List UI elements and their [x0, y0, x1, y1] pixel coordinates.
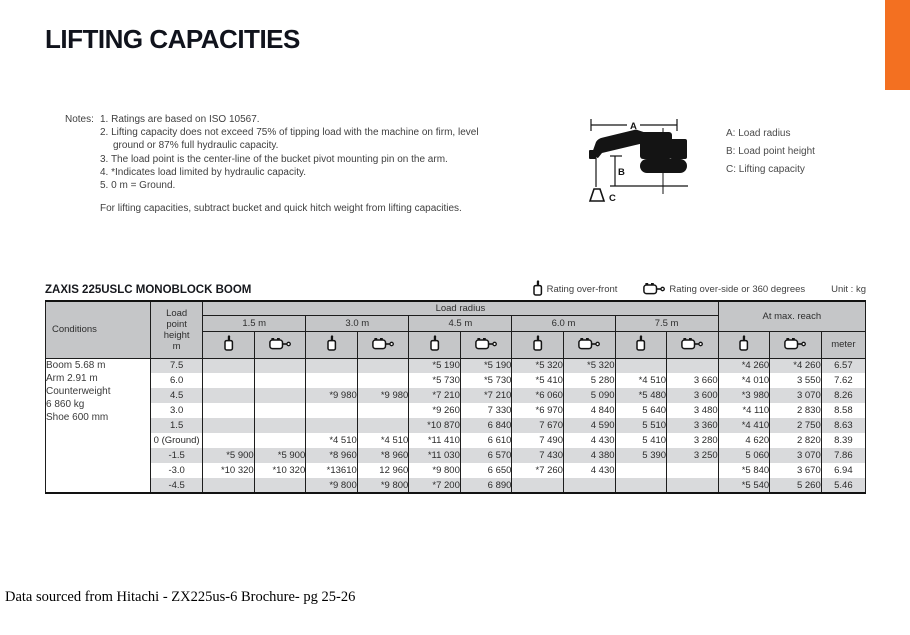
- capacity-cell: *10 320: [254, 463, 306, 478]
- capacity-cell: *4 510: [615, 373, 667, 388]
- meter-cell: 6.57: [821, 358, 865, 373]
- capacity-cell: *9 800: [409, 463, 461, 478]
- capacity-cell: *4 510: [306, 433, 358, 448]
- capacity-table-section: [45, 283, 866, 494]
- capacity-cell: [203, 388, 255, 403]
- capacity-cell: 6 840: [460, 418, 512, 433]
- capacity-cell: [512, 478, 564, 493]
- capacity-cell: *10 870: [409, 418, 461, 433]
- capacity-cell: [357, 418, 409, 433]
- rating-over-front-icon: [532, 280, 547, 299]
- note-item: 5. 0 m = Ground.: [100, 180, 176, 192]
- at-max-reach-header: At max. reach: [718, 301, 865, 331]
- capacity-cell: [306, 403, 358, 418]
- diagram-legend-item: A: Load radius: [726, 128, 791, 139]
- capacity-cell: [254, 388, 306, 403]
- capacity-cell: [203, 433, 255, 448]
- capacity-cell: *4 410: [718, 418, 770, 433]
- load-weight-shape: [590, 189, 604, 201]
- rating-over-front-icon: [718, 331, 770, 358]
- capacity-cell: 4 590: [563, 418, 615, 433]
- capacity-cell: *7 210: [460, 388, 512, 403]
- meter-cell: 8.39: [821, 433, 865, 448]
- capacity-cell: *11 410: [409, 433, 461, 448]
- capacity-cell: [615, 463, 667, 478]
- radius-distance-header: 6.0 m: [512, 315, 615, 331]
- capacity-cell: 3 670: [770, 463, 822, 478]
- notes-footnote: For lifting capacities, subtract bucket and quick hitch weight from lifting capacities.: [100, 203, 462, 215]
- capacity-cell: *8 960: [357, 448, 409, 463]
- meter-cell: 8.58: [821, 403, 865, 418]
- load-point-height-cell: 0 (Ground): [151, 433, 203, 448]
- table-row: [46, 478, 866, 493]
- capacity-cell: *7 260: [512, 463, 564, 478]
- capacity-cell: *4 260: [718, 358, 770, 373]
- rating-over-side-icon: [563, 331, 615, 358]
- capacity-cell: 7 430: [512, 448, 564, 463]
- capacity-cell: *9 980: [357, 388, 409, 403]
- capacity-cell: *6 970: [512, 403, 564, 418]
- capacity-cell: [254, 478, 306, 493]
- capacity-cell: [667, 478, 719, 493]
- capacity-cell: *13610: [306, 463, 358, 478]
- diagram-legend-item: C: Lifting capacity: [726, 164, 805, 175]
- condition-line: Counterweight: [46, 385, 111, 397]
- capacity-cell: 7 330: [460, 403, 512, 418]
- capacity-cell: *3 980: [718, 388, 770, 403]
- capacity-cell: *5 190: [409, 358, 461, 373]
- notes-list: [100, 113, 512, 192]
- capacity-cell: [667, 463, 719, 478]
- radius-distance-header: 4.5 m: [409, 315, 512, 331]
- diagram-legend: [726, 125, 815, 179]
- capacity-cell: [203, 418, 255, 433]
- capacity-cell: 5 640: [615, 403, 667, 418]
- legend-over-front-label: Rating over-front: [546, 284, 618, 295]
- capacity-cell: 3 250: [667, 448, 719, 463]
- table-row: [46, 433, 866, 448]
- capacity-cell: [357, 358, 409, 373]
- capacity-cell: 5 260: [770, 478, 822, 493]
- capacity-cell: 3 660: [667, 373, 719, 388]
- meter-cell: 8.63: [821, 418, 865, 433]
- meter-cell: 5.46: [821, 478, 865, 493]
- rating-over-side-icon: [667, 331, 719, 358]
- capacity-cell: *4 510: [357, 433, 409, 448]
- meter-cell: 8.26: [821, 388, 865, 403]
- capacity-cell: 4 840: [563, 403, 615, 418]
- capacity-cell: 5 060: [718, 448, 770, 463]
- source-note: Data sourced from Hitachi - ZX225us-6 Brochure- pg 25-26: [5, 589, 356, 605]
- rating-over-side-icon: [643, 282, 669, 298]
- conditions-cell: [46, 358, 151, 493]
- capacity-cell: 5 410: [615, 433, 667, 448]
- table-row: [46, 448, 866, 463]
- capacity-cell: 4 430: [563, 433, 615, 448]
- dim-b-label: B: [618, 167, 625, 178]
- table-row: [46, 463, 866, 478]
- table-row: [46, 388, 866, 403]
- rating-over-front-icon: [306, 331, 358, 358]
- capacity-cell: [615, 478, 667, 493]
- orange-corner-tab: [885, 0, 910, 90]
- rating-over-side-icon: [770, 331, 822, 358]
- load-point-height-cell: 4.5: [151, 388, 203, 403]
- table-row: [46, 373, 866, 388]
- page-title: LIFTING CAPACITIES: [45, 24, 300, 54]
- capacity-cell: *7 200: [409, 478, 461, 493]
- capacity-cell: [615, 358, 667, 373]
- load-point-height-cell: 7.5: [151, 358, 203, 373]
- capacity-cell: *4 110: [718, 403, 770, 418]
- capacity-cell: 12 960: [357, 463, 409, 478]
- capacity-cell: *4 010: [718, 373, 770, 388]
- capacity-cell: [254, 373, 306, 388]
- capacity-cell: 5 280: [563, 373, 615, 388]
- capacity-cell: *5 480: [615, 388, 667, 403]
- capacity-cell: [306, 373, 358, 388]
- rating-over-side-icon: [254, 331, 306, 358]
- capacity-cell: *11 030: [409, 448, 461, 463]
- table-row: [46, 403, 866, 418]
- rating-over-side-icon: [460, 331, 512, 358]
- capacity-cell: 7 670: [512, 418, 564, 433]
- capacity-cell: *5 900: [203, 448, 255, 463]
- table-row: [46, 358, 866, 373]
- condition-line: Boom 5.68 m: [46, 359, 106, 371]
- capacity-cell: [203, 358, 255, 373]
- capacity-cell: 3 280: [667, 433, 719, 448]
- capacity-cell: 3 550: [770, 373, 822, 388]
- capacity-cell: *9 800: [306, 478, 358, 493]
- condition-line: Shoe 600 mm: [46, 412, 109, 424]
- capacity-cell: *6 060: [512, 388, 564, 403]
- note-item: 3. The load point is the center-line of the bucket pivot mounting pin on the arm.: [100, 153, 448, 165]
- capacity-cell: *9 260: [409, 403, 461, 418]
- capacity-cell: 3 070: [770, 448, 822, 463]
- meter-cell: 7.62: [821, 373, 865, 388]
- capacity-cell: *5 900: [254, 448, 306, 463]
- capacity-cell: 3 480: [667, 403, 719, 418]
- capacity-cell: [306, 358, 358, 373]
- load-radius-header: Load radius: [203, 301, 719, 315]
- table-title: ZAXIS 225USLC MONOBLOCK BOOM: [45, 283, 252, 296]
- excavator-dimension-diagram: [584, 112, 710, 208]
- condition-line: 6 860 kg: [46, 399, 85, 411]
- radius-distance-header: 3.0 m: [306, 315, 409, 331]
- rating-over-front-icon: [615, 331, 667, 358]
- conditions-header: Conditions: [46, 301, 151, 358]
- capacity-cell: 2 750: [770, 418, 822, 433]
- capacity-cell: [254, 433, 306, 448]
- capacity-cell: 3 600: [667, 388, 719, 403]
- capacity-cell: 2 830: [770, 403, 822, 418]
- capacity-cell: [563, 478, 615, 493]
- capacity-cell: *5 320: [563, 358, 615, 373]
- load-point-height-cell: 3.0: [151, 403, 203, 418]
- capacity-cell: *5 410: [512, 373, 564, 388]
- capacity-cell: 6 650: [460, 463, 512, 478]
- note-item: 1. Ratings are based on ISO 10567.: [100, 114, 260, 125]
- rating-over-side-icon: [357, 331, 409, 358]
- capacity-cell: *7 210: [409, 388, 461, 403]
- capacity-cell: *10 320: [203, 463, 255, 478]
- capacity-cell: [203, 478, 255, 493]
- capacity-cell: 4 380: [563, 448, 615, 463]
- capacity-cell: [667, 358, 719, 373]
- capacity-cell: [254, 418, 306, 433]
- lifting-capacities-table: [45, 300, 866, 494]
- radius-distance-header: 1.5 m: [203, 315, 306, 331]
- capacity-cell: [357, 403, 409, 418]
- diagram-legend-item: B: Load point height: [726, 146, 815, 157]
- load-point-height-header: Load point height m: [151, 301, 203, 358]
- capacity-cell: *8 960: [306, 448, 358, 463]
- dim-c-label: C: [609, 193, 616, 204]
- condition-line: Arm 2.91 m: [46, 372, 98, 384]
- legend-over-front: [532, 280, 618, 299]
- unit-label: Unit : kg: [831, 284, 866, 295]
- capacity-cell: *5 730: [409, 373, 461, 388]
- capacity-cell: [203, 373, 255, 388]
- radius-distance-header: 7.5 m: [615, 315, 718, 331]
- capacity-cell: 5 090: [563, 388, 615, 403]
- capacity-cell: 5 390: [615, 448, 667, 463]
- excavator-diagram-svg: [584, 112, 710, 208]
- load-point-height-cell: -1.5: [151, 448, 203, 463]
- notes-section: [65, 113, 535, 215]
- rating-over-front-icon: [203, 331, 255, 358]
- table-legend: [506, 280, 866, 299]
- capacity-cell: 6 570: [460, 448, 512, 463]
- capacity-cell: *9 980: [306, 388, 358, 403]
- capacity-cell: 6 890: [460, 478, 512, 493]
- capacity-cell: 2 820: [770, 433, 822, 448]
- note-item: 2. Lifting capacity does not exceed 75% of tipping load with the machine on firm, level ground or 87% full hydraulic capacity.: [100, 127, 479, 152]
- load-point-height-cell: 6.0: [151, 373, 203, 388]
- meter-header: meter: [821, 331, 865, 358]
- capacity-cell: *5 320: [512, 358, 564, 373]
- capacity-cell: 5 510: [615, 418, 667, 433]
- capacity-cell: [306, 418, 358, 433]
- table-row: [46, 418, 866, 433]
- dim-a-label: A: [630, 121, 637, 132]
- load-point-height-cell: -3.0: [151, 463, 203, 478]
- legend-over-side-label: Rating over-side or 360 degrees: [669, 284, 806, 295]
- capacity-cell: *5 840: [718, 463, 770, 478]
- meter-cell: 6.94: [821, 463, 865, 478]
- notes-label: Notes:: [65, 114, 94, 125]
- capacity-cell: [203, 403, 255, 418]
- meter-cell: 7.86: [821, 448, 865, 463]
- load-point-height-cell: -4.5: [151, 478, 203, 493]
- rating-over-front-icon: [512, 331, 564, 358]
- capacity-cell: [254, 358, 306, 373]
- capacity-cell: *5 190: [460, 358, 512, 373]
- legend-over-side: [643, 282, 805, 298]
- capacity-cell: [357, 373, 409, 388]
- capacity-cell: *9 800: [357, 478, 409, 493]
- capacity-cell: 7 490: [512, 433, 564, 448]
- capacity-cell: *4 260: [770, 358, 822, 373]
- capacity-cell: [254, 403, 306, 418]
- capacity-cell: *5 730: [460, 373, 512, 388]
- capacity-cell: 3 070: [770, 388, 822, 403]
- rating-over-front-icon: [409, 331, 461, 358]
- capacity-cell: 3 360: [667, 418, 719, 433]
- capacity-cell: 6 610: [460, 433, 512, 448]
- load-point-height-cell: 1.5: [151, 418, 203, 433]
- capacity-cell: 4 620: [718, 433, 770, 448]
- capacity-cell: 4 430: [563, 463, 615, 478]
- note-item: 4. *Indicates load limited by hydraulic capacity.: [100, 166, 307, 178]
- capacity-cell: *5 540: [718, 478, 770, 493]
